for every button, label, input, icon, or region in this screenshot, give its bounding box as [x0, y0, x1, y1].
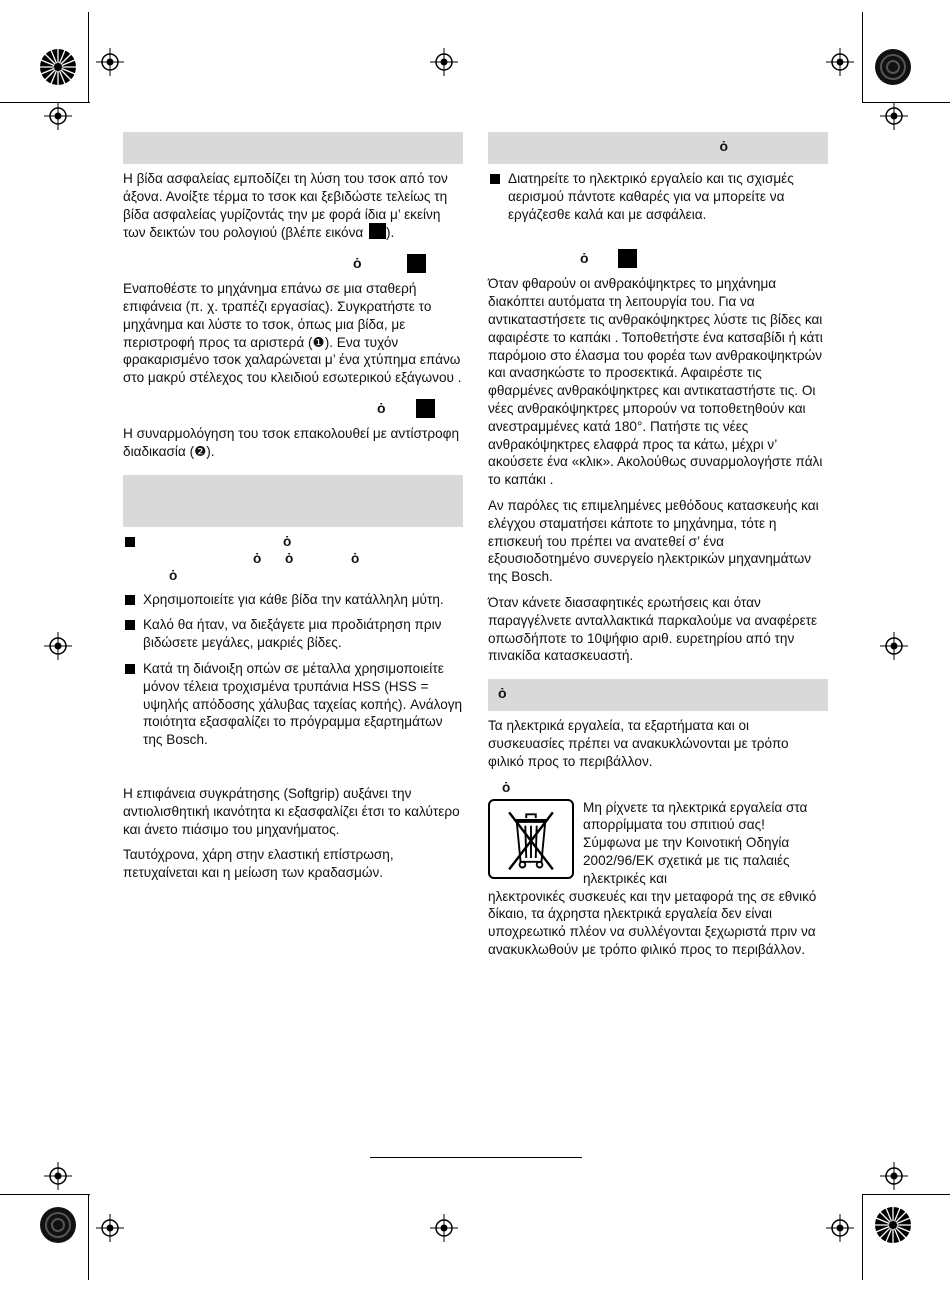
section-header-bar [123, 475, 463, 527]
list-item: ȯ ȯ ȯ ȯ ȯ [123, 533, 463, 583]
registration-mark-icon [430, 1214, 458, 1242]
registration-mark-icon [430, 48, 458, 76]
bullet-square [125, 620, 135, 630]
paragraph: Εναποθέστε το μηχάνημα επάνω σε μια σταθερή επιφάνεια (π. χ. τραπέζι εργασίας). Συγκρατήστε το μηχάνημα και λύστε το τσοκ, όπως μια βίδα, με περιστροφή προς τα αριστερά (❶). Ενα τυχόν φρακαρισμένο τσοκ χαλαρώνεται μ’ ένα χτύπημα επάνω στο μακρύ στέλεχος του κλειδιού εσωτερικού εξάγωνου . [123, 281, 462, 386]
bullet-square [125, 664, 135, 674]
list-item: Καλό θα ήταν, να διεξάγετε μια προδιάτρηση πριν βιδώσετε μεγάλες, μακριές βίδες. [123, 616, 463, 652]
figure-ref-box [416, 399, 435, 418]
registration-mark-icon [880, 1162, 908, 1190]
registration-mark-icon [44, 102, 72, 130]
trim-line [862, 1194, 950, 1195]
paragraph: Τα ηλεκτρικά εργαλεία, τα εξαρτήματα και οι συσκευασίες πρέπει να ανακυκλώνονται με τρόπο φιλικό προς το περιβάλλον. [488, 718, 789, 769]
trim-line [88, 1194, 89, 1280]
registration-mark-icon [826, 1214, 854, 1242]
trim-line [0, 1194, 90, 1195]
paragraph: Όταν φθαρούν οι ανθρακόψηκτρες το μηχάνημα διακόπτει αυτόματα τη λειτουργία του. Για να αντικαταστήσετε τις ανθρακόψηκτρες λύστε τις βίδες και αφαιρέστε το καπάκι . Τοποθετήστε ένα κατσαβίδι ή κάτι παρόμοιο στο έλασμα του φορέα των ανθρακοψηκτρών και ανασηκώστε το προσεκτικά. Αφαιρέστε τις φθαρμένες ανθρακόψηκτρες και αντικαταστήστε τις. Οι νέες ανθρακόψηκτρες μπορούν να τοποθετηθούν και ανεστραμμένες κατά 180°. Πατήστε τις νέες ανθρακόψηκτρες ελαφρά προς τα κάτω, μέχρι ν’ ακούσετε ένα «κλικ». Ακολούθως συναρμολογήστε πάλι το καπάκι . [488, 276, 823, 488]
weee-text-continued: ηλεκτρονικές συσκευές και την μεταφορά της σε εθνικό δίκαιο, τα άχρηστα ηλεκτρικά εργαλεία δεν είναι υποχρεωτικό πλέον να συλλέγονται ξεχωριστά πριν να ανακυκλωθούν με τρόπο φιλικό προς το περιβάλλον. [488, 888, 817, 957]
list-item: Διατηρείτε το ηλεκτρικό εργαλείο και τις σχισμές αερισμού πάντοτε καθαρές για να μπορείτε να εργάζεσθε καλά και με ασφάλεια. [488, 170, 828, 223]
weee-block [488, 799, 828, 959]
figure-ref-box [618, 249, 637, 268]
trim-line [0, 102, 90, 103]
figure-ref-box [369, 223, 386, 239]
trim-line [862, 12, 863, 102]
left-column [123, 132, 463, 890]
figure-ref-box [407, 254, 426, 273]
subheading: ȯ [123, 254, 463, 274]
subheading: ȯ [488, 249, 828, 269]
bullet-square [490, 174, 500, 184]
color-wheel-icon [39, 48, 77, 86]
bullet-square [125, 595, 135, 605]
registration-mark-icon [880, 102, 908, 130]
paragraph: Η συναρμολόγηση του τσοκ επακολουθεί με αντίστροφη διαδικασία (❷). [123, 425, 460, 459]
registration-mark-icon [880, 632, 908, 660]
trim-line [88, 12, 89, 102]
list-item: Κατά τη διάνοιξη οπών σε μέταλλα χρησιμοποιείτε μόνον τέλεια τροχισμένα τρυπάνια HSS (HSS = υψηλής απόδοσης χάλυβας ταχείας κοπής). Ανάλογη ποιότητα εξασφαλίζει το πρόγραμμα εξαρτημάτων της Bosch. [123, 660, 463, 749]
color-wheel-icon [874, 48, 912, 86]
section-header-bar: ȯ [488, 679, 828, 711]
paragraph: Η βίδα ασφαλείας εμποδίζει τη λύση του τσοκ από τον άξονα. Ανοίξτε τέρμα το τσοκ και ξεβιδώστε τελείως τη βίδα ασφαλείας γυρίζοντάς την με φορά ίδια μ’ εκείνη των δεικτών του ρολογιού (βλέπε εικόνα ). [123, 171, 448, 241]
subheading: ȯ [123, 399, 463, 419]
registration-mark-icon [44, 632, 72, 660]
paragraph: Αν παρόλες τις επιμελημένες μεθόδους κατασκευής και ελέγχου σταματήσει κάποτε το μηχάνημα, τότε η επισκευή του πρέπει να ανατεθεί σ’ ένα εξουσιοδοτημένο συνεργείο ηλεκτρικών μηχανημάτων της Bosch. [488, 497, 819, 585]
list-item: Χρησιμοποιείτε για κάθε βίδα την κατάλληλη μύτη. [123, 591, 463, 609]
trim-line [862, 1194, 863, 1280]
section-header-bar: ȯ [488, 132, 828, 164]
footer-line [370, 1157, 582, 1158]
subheading: ȯ [502, 779, 511, 795]
registration-mark-icon [96, 48, 124, 76]
bullet-square [125, 537, 135, 547]
registration-mark-icon [826, 48, 854, 76]
registration-mark-icon [44, 1162, 72, 1190]
color-wheel-icon [874, 1206, 912, 1244]
crossed-out-bin-icon [488, 799, 574, 879]
trim-line [862, 102, 950, 103]
paragraph: Ταυτόχρονα, χάρη στην ελαστική επίστρωση, πετυχαίνεται και η μείωση των κραδασμών. [123, 847, 394, 881]
section-header-bar [123, 132, 463, 164]
registration-mark-icon [96, 1214, 124, 1242]
paragraph: Όταν κάνετε διασαφητικές ερωτήσεις και όταν παραγγέλνετε ανταλλακτικά παρκαλούμε να αναφέρετε οπωσδήποτε το 10ψήφιο αριθ. ευρετηρίου από την πινακίδα κατασκευαστή. [488, 594, 818, 664]
weee-text: Μη ρίχνετε τα ηλεκτρικά εργαλεία στα απορρίμματα του σπιτιού σας! Σύμφωνα με την Κοινοτική Οδηγία 2002/96/ΕΚ σχετικά με τις παλαιές ηλεκτρικές και [583, 799, 808, 886]
color-wheel-icon [39, 1206, 77, 1244]
right-column [488, 132, 828, 959]
paragraph: Η επιφάνεια συγκράτησης (Softgrip) αυξάνει την αντιολισθητική ικανότητα κι εξασφαλίζει έτσι το καλύτερο και άνετο πιάσιμο του μηχανήματος. [123, 785, 460, 837]
